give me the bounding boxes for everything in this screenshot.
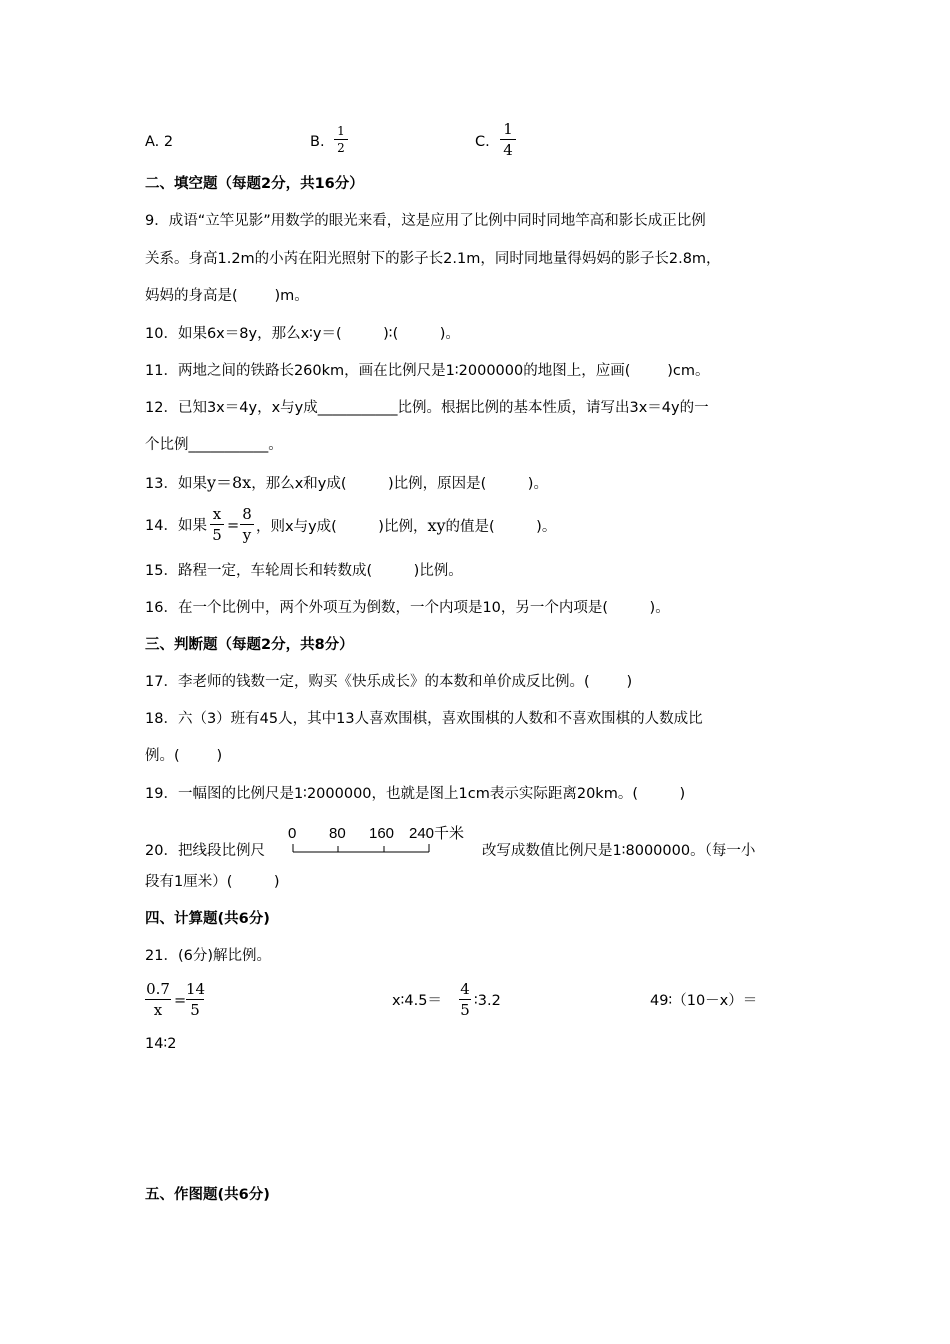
q14-prefix: 14．如果	[145, 518, 207, 534]
section-heading-fill-blank: 二、填空题（每题2分，共16分）	[145, 176, 364, 192]
q21-eq2-fraction: 4 5	[460, 980, 470, 1019]
q14-equals: =	[227, 518, 240, 534]
q11: 11．两地之间的铁路长260km，画在比例尺是1∶2000000的地图上，应画( )cm。	[145, 363, 710, 379]
q9-line3: 妈妈的身高是( )m。	[145, 288, 309, 304]
q21-eq3-line2: 14∶2	[145, 1036, 177, 1052]
q21-eq2-suffix: ∶3.2	[474, 993, 501, 1009]
q21-eq1-equals: =	[174, 993, 187, 1009]
scale-label-240: 240千米	[409, 825, 465, 842]
q21-eq3-line1: 49∶（10－x）＝	[650, 993, 758, 1009]
q14-fraction-x-5: x 5	[210, 505, 224, 544]
q9-line2: 关系。身高1.2m的小芮在阳光照射下的影子长2.1m，同时同地量得妈妈的影子长2.8m，	[145, 251, 721, 267]
q20-prefix: 20．把线段比例尺	[145, 843, 265, 859]
scale-label-160: 160	[369, 825, 395, 842]
q21-eq2-prefix: x∶4.5＝	[392, 993, 442, 1009]
option-b-fraction: 1 2	[334, 124, 348, 155]
q9-line1: 9．成语“立竿见影”用数学的眼光来看，这是应用了比例中同时同地竿高和影长成正比例	[145, 213, 706, 229]
scale-bar-graphic	[288, 822, 473, 860]
q12-line2: 个比例___________。	[145, 437, 283, 453]
q13: 13．如果y＝8x，那么x和y成( )比例，原因是( )。	[145, 473, 548, 492]
q20-line2: 段有1厘米）( )	[145, 874, 280, 890]
q14-fraction-8-y: 8 y	[240, 505, 254, 544]
scale-label-0: 0	[288, 825, 297, 842]
option-c-label: C.	[475, 134, 490, 150]
q12-line1: 12．已知3x＝4y，x与y成___________比例。根据比例的基本性质，请写出3x＝4y的一	[145, 400, 709, 416]
q13-equation: y＝8x	[206, 473, 252, 492]
q15: 15．路程一定，车轮周长和转数成( )比例。	[145, 563, 463, 579]
q21-eq1-fraction-right: 14 5	[186, 980, 206, 1019]
option-c-fraction: 1 4	[500, 120, 516, 159]
option-a: A. 2	[145, 134, 174, 150]
option-b-label: B.	[310, 134, 325, 150]
q21-title: 21．(6分)解比例。	[145, 948, 271, 964]
q16: 16．在一个比例中，两个外项互为倒数，一个内项是10，另一个内项是( )。	[145, 600, 670, 616]
q19: 19．一幅图的比例尺是1∶2000000，也就是图上1cm表示实际距离20km。( )	[145, 786, 686, 802]
q18-line2: 例。( )	[145, 748, 223, 764]
q21-eq1-fraction-left: 0.7 x	[146, 980, 170, 1019]
line-scale-bar	[288, 822, 473, 864]
section-heading-calculation: 四、计算题(共6分)	[145, 911, 270, 927]
section-heading-drawing: 五、作图题(共6分)	[145, 1187, 270, 1203]
scale-label-80: 80	[329, 825, 346, 842]
q10: 10．如果6x＝8y，那么x∶y＝( )∶( )。	[145, 326, 460, 342]
q20-suffix: 改写成数值比例尺是1∶8000000。（每一小	[482, 843, 756, 859]
q17: 17．李老师的钱数一定，购买《快乐成长》的本数和单价成反比例。( )	[145, 674, 633, 690]
q18-line1: 18．六（3）班有45人，其中13人喜欢围棋，喜欢围棋的人数和不喜欢围棋的人数成比	[145, 711, 703, 727]
section-heading-true-false: 三、判断题（每题2分，共8分）	[145, 637, 354, 653]
q14-rest: ，则x与y成( )比例，xy的值是( )。	[256, 516, 557, 535]
